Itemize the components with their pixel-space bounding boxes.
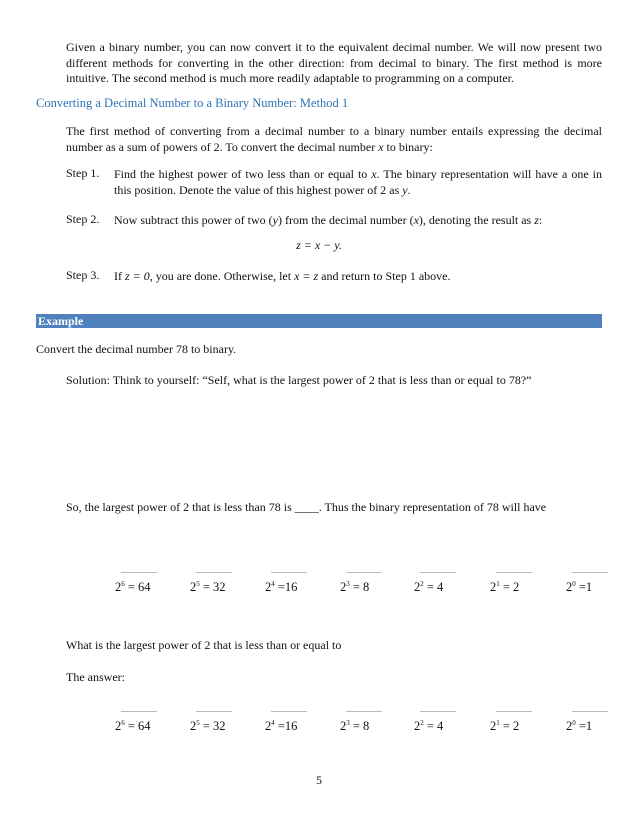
answer-label: The answer: [66,670,125,684]
bit-blank-line [121,572,157,573]
power-of-two-cell [115,711,175,735]
power-of-two-label: $2^0 =1$ [566,719,593,733]
power-of-two-label: $2^1 = 2$ [490,580,520,594]
step-2-label: Step 2. [66,212,100,226]
power-of-two-cell [190,711,250,735]
example-prompt: Convert the decimal number 78 to binary. [36,342,237,356]
section-heading: Converting a Decimal Number to a Binary Number: Method 1 [36,96,349,110]
power-of-two-label: $2^4 =16$ [265,719,298,733]
power-of-two-label: $2^2 = 4$ [414,580,444,594]
bit-blank-line [420,711,456,712]
bit-blank-line [121,711,157,712]
page-number: 5 [316,773,322,787]
solution-text: Solution: Think to yourself: “Self, what is the largest power of 2 that is less than or equal to 78?” [66,373,532,387]
bit-blank-line [572,711,608,712]
power-of-two-label: $2^3 = 8$ [340,580,370,594]
step-1-text: Find the highest power of two less than or equal to x. The binary representation will have a one in this position. Denote the value of this highest power of 2 as y. [114,167,602,197]
question-text: What is the largest power of 2 that is less than or equal to [66,638,342,652]
power-of-two-cell [265,711,325,735]
inline-equation-2: x = z [294,269,319,283]
bit-blank-line [271,572,307,573]
step-1-label: Step 1. [66,166,100,180]
power-of-two-label: $2^4 =16$ [265,580,298,594]
bit-blank-line [196,572,232,573]
example-banner: Example [36,314,602,328]
inline-equation: z = 0 [125,269,150,283]
so-line-text: So, the largest power of 2 that is less than 78 is ____. Thus the binary representation of 78 will have [66,500,547,514]
method-intro-paragraph: The first method of converting from a decimal number to a binary number entails expressing the decimal number as a sum of powers of 2. To convert the decimal number x to binary: [66,124,602,154]
power-of-two-cell [414,711,474,735]
power-of-two-label: $2^1 = 2$ [490,719,520,733]
power-of-two-cell [340,711,400,735]
power-of-two-label: $2^5 = 32$ [190,580,226,594]
powers-row-1 [0,572,638,596]
bit-blank-line [496,572,532,573]
power-of-two-cell [490,711,550,735]
power-of-two-label: $2^6 = 64$ [115,580,151,594]
power-of-two-label: $2^2 = 4$ [414,719,444,733]
power-of-two-cell [340,572,400,596]
power-of-two-cell [566,711,626,735]
step-3-label: Step 3. [66,268,100,282]
power-of-two-cell [265,572,325,596]
power-of-two-label: $2^6 = 64$ [115,719,151,733]
power-of-two-label: $2^3 = 8$ [340,719,370,733]
power-of-two-cell [414,572,474,596]
power-of-two-cell [490,572,550,596]
bit-blank-line [346,711,382,712]
powers-row-2 [0,711,638,735]
power-of-two-label: $2^5 = 32$ [190,719,226,733]
power-of-two-cell [190,572,250,596]
intro-paragraph: Given a binary number, you can now convert it to the equivalent decimal number. We will now present two different methods for converting in the other direction: from decimal to binary. The first method is more intuitive. The second method is much more readily adaptable to programming on a computer. [66,40,602,85]
power-of-two-cell [566,572,626,596]
bit-blank-line [572,572,608,573]
subtraction-equation: z = x − y. [296,238,342,252]
step-2-text: Now subtract this power of two (y) from the decimal number (x), denoting the result as z: [114,213,543,227]
bit-blank-line [271,711,307,712]
power-of-two-cell [115,572,175,596]
bit-blank-line [196,711,232,712]
power-of-two-label: $2^0 =1$ [566,580,593,594]
step-3-text: If z = 0, you are done. Otherwise, let x = z and return to Step 1 above. [114,269,451,283]
bit-blank-line [420,572,456,573]
bit-blank-line [496,711,532,712]
bit-blank-line [346,572,382,573]
